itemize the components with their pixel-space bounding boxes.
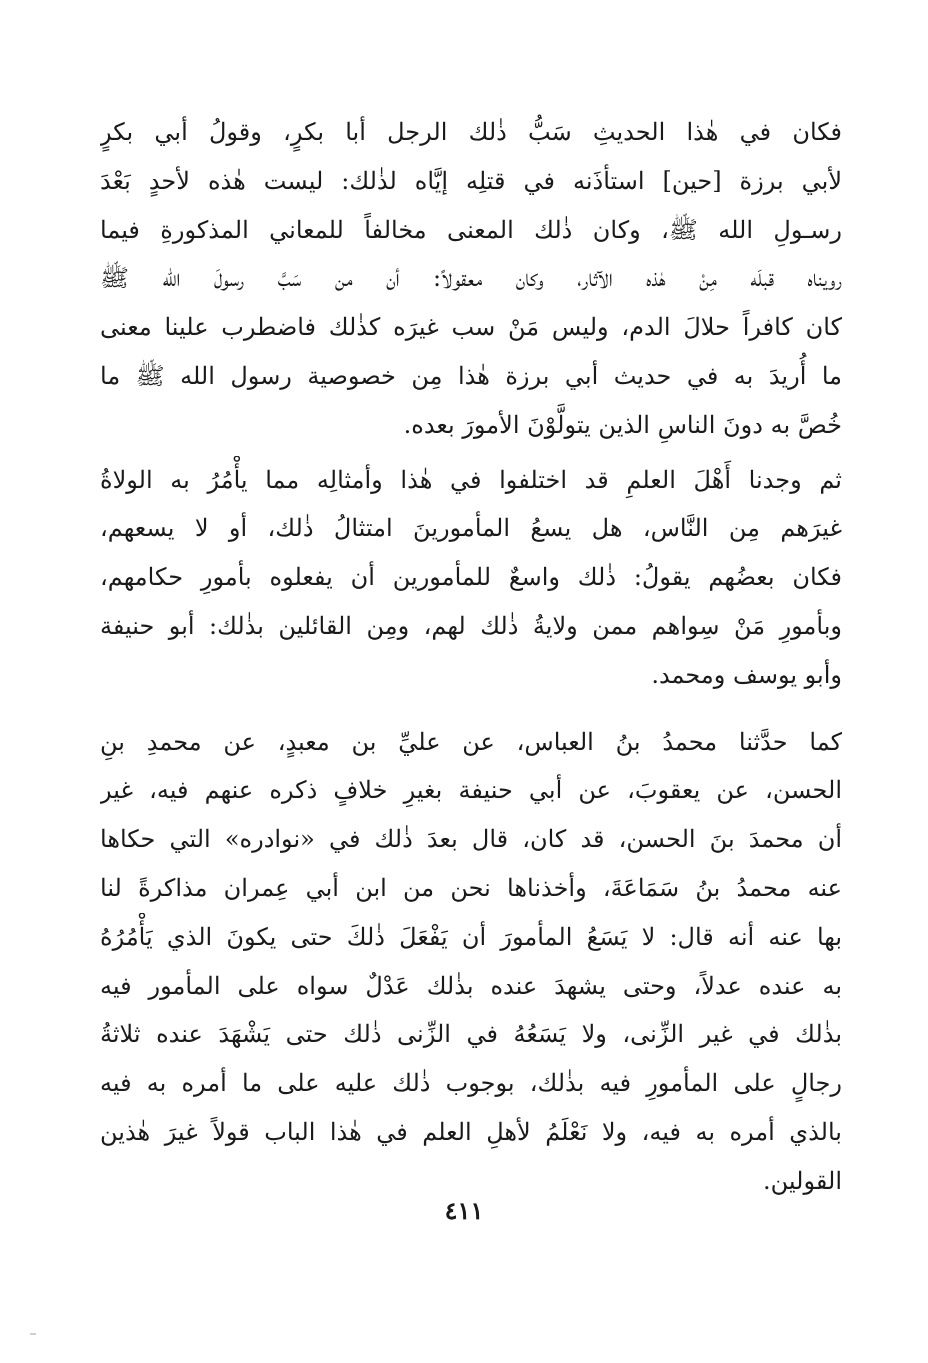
text-line: رجالٍ على المأمورِ فيه بذٰلك، بوجوب ذٰلك عليه على ما أمره به فيه xyxy=(100,1069,842,1098)
text-line: أن محمدَ بنَ الحسن، قد كان، قال بعدَ ذٰلك في «نوادره» التي حكاها xyxy=(100,825,842,854)
text-line: ما أُريدَ به في حديث أبي برزة هٰذا مِن خصوصية رسول الله ﷺ ما xyxy=(100,361,842,390)
text-line: فكان بعضُهم يقولُ: ذٰلك واسعٌ للمأمورين أن يفعلوه بأمورِ حكامهم، xyxy=(100,563,842,592)
text-line: بها عنه أنه قال: لا يَسَعُ المأمورَ أن يَفْعَلَ ذٰلكَ حتى يكونَ الذي يَأْمُرُهُ xyxy=(100,922,842,951)
text-line: وبأمورِ مَنْ سِواهم ممن ولايةُ ذٰلك لهم، ومِن القائلين بذٰلك: أبو حنيفة xyxy=(100,611,842,640)
text-line: خُصَّ به دونَ الناسِ الذين يتولَّوْنَ الأمورَ بعده. xyxy=(403,410,842,439)
paragraph-1 xyxy=(100,108,842,450)
text-line: وأبو يوسف ومحمد. xyxy=(651,660,842,689)
text-line: ثم وجدنا أَهْلَ العلمِ قد اختلفوا في هٰذا وأمثالِه مما يأْمُرُ به الولاةُ xyxy=(100,465,842,494)
text-line: الحسن، عن يعقوبَ، عن أبي حنيفة بغيرِ خلافٍ ذكره عنهم فيه، غير xyxy=(100,776,842,805)
text-line: لأبي برزة [حين] استأذَنه في قتلِه إيَّاه لذٰلك: ليست هٰذه لأحدٍ بَعْدَ xyxy=(100,166,842,195)
text-line: غيرَهم مِن النَّاس، هل يسعُ المأمورينَ امتثالُ ذٰلك، أو لا يسعهم، xyxy=(100,514,842,543)
page-body xyxy=(100,108,842,1206)
text-line: كان كافراً حلالَ الدم، وليس مَنْ سب غيرَه كذٰلك فاضطرب علينا معنى xyxy=(100,313,842,342)
page-number: ٤١١ xyxy=(444,1196,484,1225)
scan-mark xyxy=(30,1333,36,1335)
text-line: كما حدَّثنا محمدُ بنُ العباس، عن عليِّ بن معبدٍ، عن محمدِ بنِ xyxy=(100,727,842,756)
text-line: بذٰلك في غير الزِّنى، ولا يَسَعُهُ في الزِّنى ذٰلك حتى يَشْهَدَ عنده ثلاثةُ xyxy=(100,1020,842,1049)
text-line: فكان في هٰذا الحديثِ سَبُّ ذٰلك الرجل أبا بكرٍ، وقولُ أبي بكرٍ xyxy=(100,118,842,146)
paragraph-2 xyxy=(100,456,842,700)
text-line: به عنده عدلاً، وحتى يشهدَ عنده بذٰلك عَدْلٌ سواه على المأمور فيه xyxy=(100,971,842,1000)
text-line: رسـولِ الله ﷺ، وكان ذٰلك المعنى مخالفاً للمعاني المذكورةِ فيما xyxy=(100,215,842,244)
paragraph-3 xyxy=(100,718,842,1206)
text-line: رويناه قبلَه مِنْ هٰذه الآثار، وكان معقولاً: أن من سَبَّ رسولَ الله ﷺ xyxy=(100,264,842,293)
text-line: عنه محمدُ بنُ سَمَاعَةَ، وأخذناها نحن من ابن أبي عِمران مذاكرةً لنا xyxy=(100,873,842,902)
text-line: القولين. xyxy=(763,1166,842,1195)
text-line: بالذي أمره به فيه، ولا نَعْلَمُ لأهلِ العلم في هٰذا الباب قولاً غيرَ هٰذين xyxy=(100,1117,842,1146)
